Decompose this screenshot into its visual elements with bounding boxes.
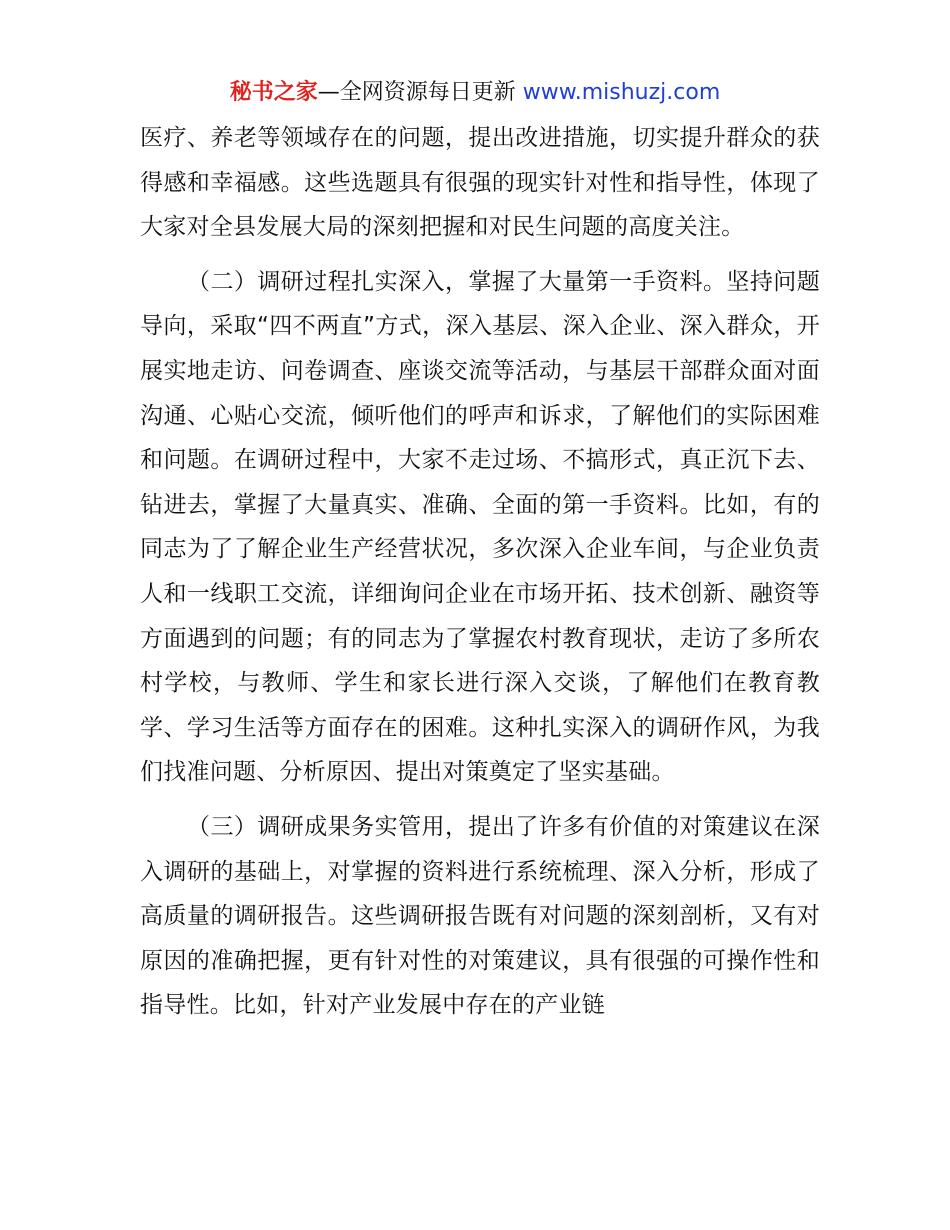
paragraph-continued: 医疗、养老等领域存在的问题，提出改进措施，切实提升群众的获得感和幸福感。这些选题具有很强的现实针对性和指导性，体现了大家对全县发展大局的深刻把握和对民生问题的高度关注。 (140, 125, 820, 241)
site-tagline: —全网资源每日更新 (317, 80, 516, 105)
document-body (140, 116, 820, 1028)
paragraph-research-process: （二）调研过程扎实深入，掌握了大量第一手资料。坚持问题导向，采取“四不两直”方式，深入基层、深入企业、深入群众，开展实地走访、问卷调查、座谈交流等活动，与基层干部群众面对面沟通、心贴心交流，倾听他们的呼声和诉求，了解他们的实际困难和问题。在调研过程中，大家不走过场、不搞形式，真正沉下去、钻进去，掌握了大量真实、准确、全面的第一手资料。比如，有的同志为了了解企业生产经营状况，多次深入企业车间，与企业负责人和一线职工交流，详细询问企业在市场开拓、技术创新、融资等方面遇到的问题；有的同志为了掌握农村教育现状，走访了多所农村学校，与教师、学生和家长进行深入交谈，了解他们在教育教学、学习生活等方面存在的困难。这种扎实深入的调研作风，为我们找准问题、分析原因、提出对策奠定了坚实基础。 (140, 268, 820, 786)
site-header (0, 78, 950, 108)
site-brand: 秘书之家 (229, 80, 318, 105)
paragraph-research-results: （三）调研成果务实管用，提出了许多有价值的对策建议在深入调研的基础上，对掌握的资料进行系统梳理、深入分析，形成了高质量的调研报告。这些调研报告既有对问题的深刻剖析，又有对原因的准确把握，更有针对性的对策建议，具有很强的可操作性和指导性。比如，针对产业发展中存在的产业链 (140, 813, 820, 1019)
site-url-link[interactable]: www.mishuzj.com (522, 80, 721, 105)
